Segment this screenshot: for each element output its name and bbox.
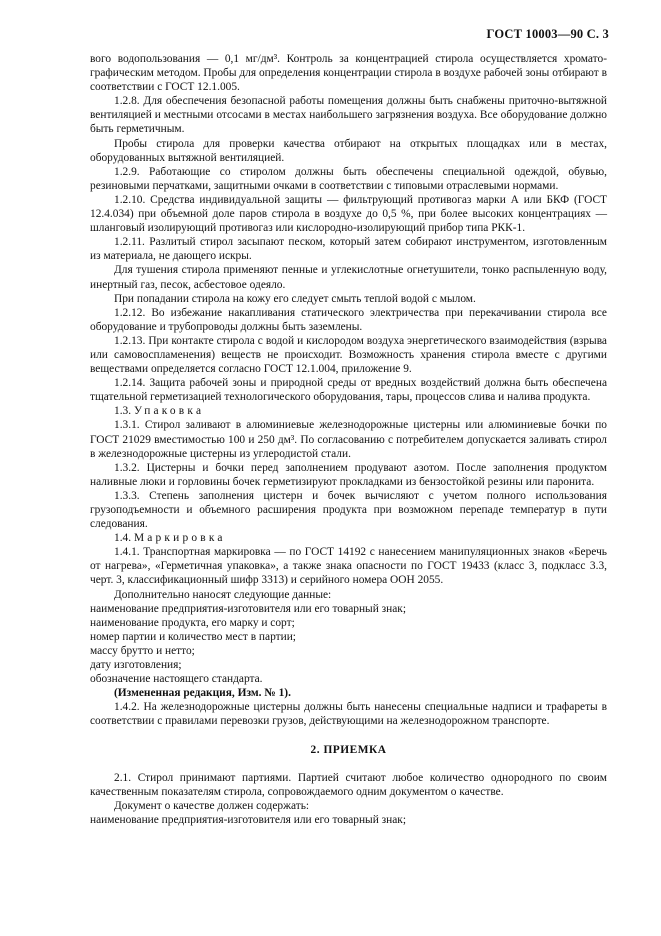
paragraph: 1.3.3. Степень заполнения цистерн и бочек вычисляют с учетом полного использования грузоподъемности и объемного расширения продукта при возможном перепаде температур в пути следования. (90, 489, 607, 531)
paragraph: При попадании стирола на кожу его следует смыть теплой водой с мылом. (114, 292, 476, 305)
paragraph: 1.2.14. Защита рабочей зоны и природной среды от вредных воздействий должна быть обеспечена тщательной герметизацией технологического оборудования, тары, процессов слива и налива продукта. (90, 377, 607, 404)
subsection-label: Маркировка (133, 532, 226, 545)
paragraph: 1.3.1. Стирол заливают в алюминиевые железнодорожные цистерны или алюминиевые бочки по ГОСТ 21029 вместимостью 100 и 250 дм³. По согласованию с потребителем допускается заливать стирол в железнодорожные цистерны из углеродистой стали. (90, 419, 607, 460)
revision-note: (Измененная редакция, Изм. № 1). (114, 687, 291, 700)
subsection-heading-marking (90, 531, 607, 545)
document-body (90, 52, 607, 827)
paragraph: 1.4.1. Транспортная маркировка — по ГОСТ 14192 с нанесением манипуляционных знаков «Беречь от нагрева», «Герметичная упаковка», а также знака опасности по ГОСТ 19433 (класс 3, подкласс 3.3, черт. 3, классификационный шифр 3313) и серийного номера ООН 2055. (90, 546, 607, 587)
paragraph: 1.2.13. При контакте стирола с водой и кислородом воздуха энергетического взаимодействия (взрыва или самовоспламенения) веществ не происходит. Возможность хранения стирола вместе с другими веществами определяется согласно ГОСТ 12.1.004, приложение 9. (90, 334, 607, 376)
paragraph: 1.3.2. Цистерны и бочки перед заполнением продувают азотом. После заполнения продуктом наливные люки и горловины бочек герметизируют прокладками из бензостойкой резины или паронита. (90, 461, 607, 488)
paragraph: Пробы стирола для проверки качества отбирают на открытых площадках или в местах, оборудованных вытяжной вентиляцией. (90, 137, 607, 164)
list-item: массу брутто и нетто; (90, 644, 195, 657)
paragraph: 1.2.9. Работающие со стиролом должны быть обеспечены специальной одеждой, обувью, резиновыми перчатками, защитными очками в соответствии с типовыми отраслевыми нормами. (90, 165, 607, 192)
paragraph: 2.1. Стирол принимают партиями. Партией считают любое количество однородного по своим качественным показателям стирола, сопровождаемого одним документом о качестве. (90, 771, 607, 798)
paragraph: 1.2.10. Средства индивидуальной защиты — фильтрующий противогаз марки А или БКФ (ГОСТ 12.4.034) при объемной доле паров стирола в воздухе до 0,5 %, при более высоких концентрациях — шланговый изолирующий противогаз или кислородно-изолирующий прибор типа РКК-1. (90, 193, 607, 235)
page-header: ГОСТ 10003—90 С. 3 (486, 27, 609, 41)
subsection-label: Упаковка (133, 405, 205, 418)
list-item: номер партии и количество мест в партии; (90, 630, 296, 643)
paragraph: 1.2.8. Для обеспечения безопасной работы помещения должны быть снабжены приточно-вытяжной вентиляцией и местными отсосами в местах наибольшего загрязнения воздуха. Все оборудование должно быть герметичным. (90, 95, 607, 136)
subsection-heading-packaging (90, 404, 607, 418)
paragraph: 1.4.2. На железнодорожные цистерны должны быть нанесены специальные надписи и трафареты в соответствии с правилами перевозки грузов, действующими на железнодорожном транспорте. (90, 701, 607, 728)
subsection-number: 1.4. (114, 532, 134, 545)
list-item: наименование продукта, его марку и сорт; (90, 616, 295, 629)
list-item: обозначение настоящего стандарта. (90, 673, 263, 686)
subsection-number: 1.3. (114, 405, 134, 418)
list-item: наименование предприятия-изготовителя или его товарный знак; (90, 813, 406, 826)
list-item: дату изготовления; (90, 659, 182, 672)
paragraph: 1.2.11. Разлитый стирол засыпают песком, который затем собирают инструментом, изготовленным из материала, не дающего искры. (90, 236, 607, 263)
paragraph: Документ о качестве должен содержать: (114, 799, 310, 812)
paragraph: Для тушения стирола применяют пенные и углекислотные огнетушители, тонко распыленную воду, инертный газ, песок, асбестовое одеяло. (90, 264, 607, 291)
list-item: наименование предприятия-изготовителя или его товарный знак; (90, 602, 406, 615)
paragraph: Дополнительно наносят следующие данные: (114, 588, 332, 601)
section-title: 2. ПРИЕМКА (310, 743, 387, 756)
paragraph: 1.2.12. Во избежание накапливания статического электричества при перекачивании стирола все оборудование и трубопроводы должны быть заземлены. (90, 306, 607, 333)
paragraph: вого водопользования — 0,1 мг/дм³. Контроль за концентрацией стирола осуществляется хроматографическим методом. Пробы для определения концентрации стирола в воздухе рабочей зоны отбирают в соответствии с ГОСТ 12.1.005. (90, 53, 607, 94)
